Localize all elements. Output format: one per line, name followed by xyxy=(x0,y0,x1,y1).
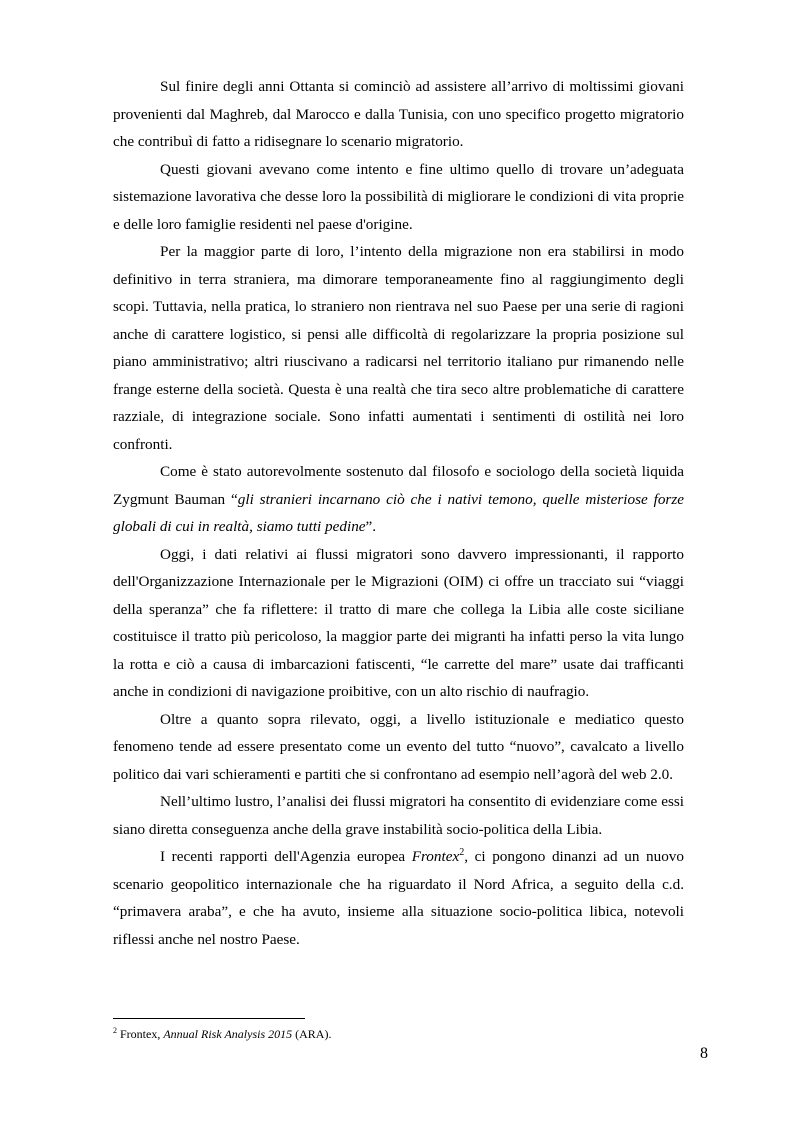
paragraph-8-frontex xyxy=(113,843,684,953)
frontex-name: Frontex xyxy=(411,848,460,865)
paragraph-7: Nell’ultimo lustro, l’analisi dei flussi migratori ha consentito di evidenziare come essi siano diretta conseguenza anche della grave instabilità socio-politica della Libia. xyxy=(113,793,684,838)
quote-intro: Come è stato autorevolmente sostenuto dal filosofo e sociologo della società liquida Zygmunt Bauman “ xyxy=(113,463,684,508)
paragraph-4-bauman-quote xyxy=(113,458,684,541)
footnote-marker: 2 xyxy=(113,1026,117,1035)
paragraph-3: Per la maggior parte di loro, l’intento della migrazione non era stabilirsi in modo definitivo in terra straniera, ma dimorare temporaneamente fino al raggiungimento degli scopi. Tuttavia, nella pratica, lo straniero non rientrava nel suo Paese per una serie di ragioni anche di carattere logistico, si pensi alle difficoltà di regolarizzare la propria posizione sul piano amministrativo; altri riuscivano a radicarsi nel territorio italiano pur rimanendo nelle frange esterne della società. Questa è una realtà che tira seco altre problematiche di carattere razziale, di integrazione sociale. Sono infatti aumentati i sentimenti di ostilità nei loro confronti. xyxy=(113,243,684,453)
bauman-quote: gli stranieri incarnano ciò che i nativi temono, quelle misteriose forze globali di cui in realtà, siamo tutti pedine xyxy=(113,490,684,535)
paragraph-6: Oltre a quanto sopra rilevato, oggi, a livello istituzionale e mediatico questo fenomeno tende ad essere presentato come un evento del tutto “nuovo”, cavalcato a livello politico dai vari schieramenti e partiti che si confrontano ad esempio nell’agorà del web 2.0. xyxy=(113,710,684,783)
footnote-title: Annual Risk Analysis 2015 xyxy=(163,1027,293,1041)
page-number: 8 xyxy=(700,1045,708,1062)
page-body xyxy=(113,73,684,953)
paragraph-1: Sul finire degli anni Ottanta si cominciò ad assistere all’arrivo di moltissimi giovani provenienti dal Maghreb, dal Marocco e dalla Tunisia, con uno specifico progetto migratorio che contribuì di fatto a ridisegnare lo scenario migratorio. xyxy=(113,78,684,150)
footnote-text-end: (ARA). xyxy=(292,1027,332,1041)
frontex-intro: I recenti rapporti dell'Agenzia europea xyxy=(160,848,412,865)
frontex-rest: , ci pongono dinanzi ad un nuovo scenario geopolitico internazionale che ha riguardato il Nord Africa, a seguito della c.d. “primavera araba”, e che ha avuto, insieme alla situazione socio-politica libica, notevoli riflessi anche nel nostro Paese. xyxy=(113,848,684,948)
footnote-text-start: Frontex, xyxy=(117,1027,164,1041)
quote-close: ”. xyxy=(365,518,377,535)
footnote-reference[interactable]: 2 xyxy=(459,846,465,858)
footnote-divider xyxy=(113,1018,305,1019)
paragraph-2: Questi giovani avevano come intento e fine ultimo quello di trovare un’adeguata sistemazione lavorativa che desse loro la possibilità di migliorare le condizioni di vita proprie e delle loro famiglie residenti nel paese d'origine. xyxy=(113,160,684,233)
footnote xyxy=(113,1026,684,1042)
paragraph-5: Oggi, i dati relativi ai flussi migratori sono davvero impressionanti, il rapporto dell'Organizzazione Internazionale per le Migrazioni (OIM) ci offre un tracciato sui “viaggi della speranza” che fa riflettere: il tratto di mare che collega la Libia alle coste siciliane costituisce il tratto più pericoloso, la maggior parte dei migranti ha infatti perso la vita lungo la rotta e ciò a causa di imbarcazioni fatiscenti, “le carrette del mare” usate dai trafficanti anche in condizioni di navigazione proibitive, con un alto rischio di naufragio. xyxy=(113,545,684,700)
